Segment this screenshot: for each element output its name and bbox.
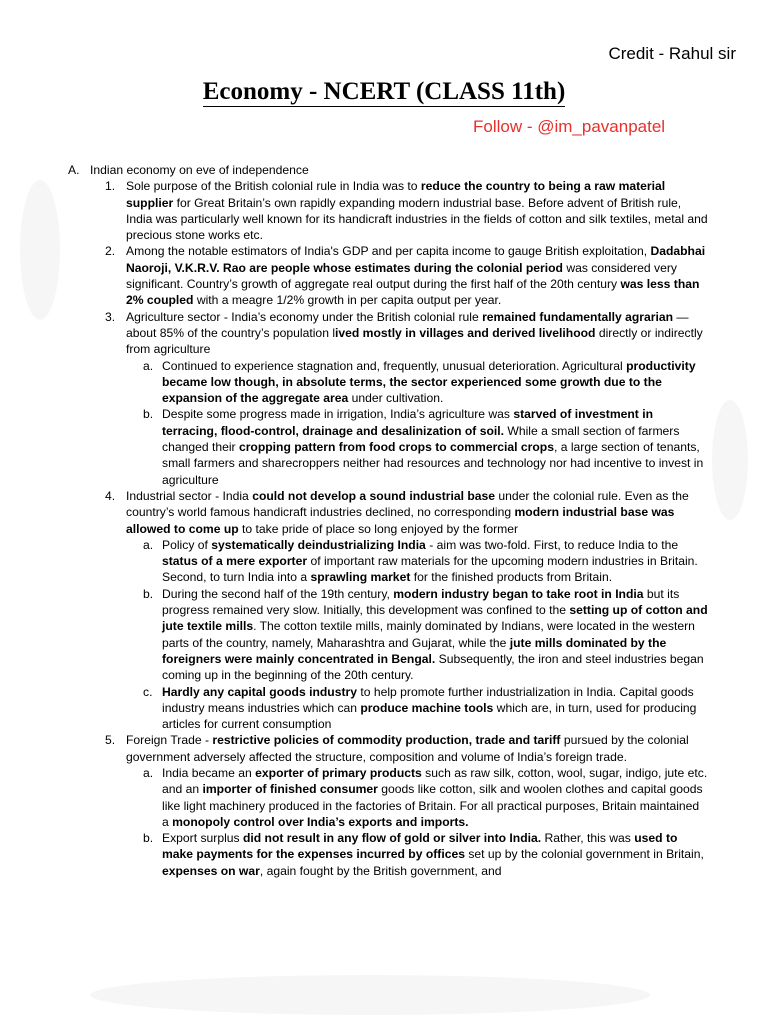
bold-text: Hardly any capital goods industry <box>162 684 357 699</box>
follow-handle: Follow - @im_pavanpatel <box>473 117 666 136</box>
text-run: such as raw silk, cotton, wool, sugar, indigo, jute etc. and an <box>162 765 708 797</box>
text-run: with a meagre 1/2% growth in per capita output per year. <box>193 293 502 308</box>
text-run: to take pride of place so long enjoyed by the former <box>238 521 519 536</box>
text-run: Rather, this was <box>541 831 635 846</box>
section-heading: Indian economy on eve of independence <box>90 163 309 177</box>
credit-text: Credit - Rahul sir <box>608 44 736 63</box>
list-item <box>68 178 708 243</box>
bold-text: exporter of primary products <box>255 765 422 780</box>
text-run: During the second half of the 19th century, <box>162 586 394 601</box>
text-run: Policy of <box>162 537 212 552</box>
scan-smudge-left <box>20 180 60 320</box>
section-label: A. <box>68 163 80 177</box>
text-run: Subsequently, the iron and steel industries began coming up in the beginning of the 20th century. <box>162 651 704 683</box>
bold-text: remained fundamentally agrarian <box>482 309 674 324</box>
text-run: under the colonial rule. Even as the country’s world famous handicraft industries declined, no corresponding <box>126 488 689 520</box>
document-body <box>68 162 708 879</box>
sub-list-item <box>68 358 708 407</box>
text-run: for Great Britain’s own rapidly expanding modern industrial base. Before advent of British rule, India was particularly well known for its handicraft industries in the fields of cotton and silk textiles, metal and precious stone works etc. <box>126 195 708 243</box>
text-run: Export surplus <box>162 831 243 846</box>
bold-text: productivity became low though, in absolute terms, the sector experienced some growth due to the expansion of the aggregate area <box>162 358 696 406</box>
sub-list-item-letter: a. <box>143 358 154 373</box>
text-run: While a small section of farmers changed their <box>162 423 680 455</box>
numbered-list <box>68 178 708 879</box>
bold-text: reduce the country to being a raw material supplier <box>126 179 666 210</box>
text-run: India became an <box>162 765 256 780</box>
sub-list-item <box>68 830 708 879</box>
text-run: pursued by the colonial government adversely affected the structure, composition and volume of India’s foreign trade. <box>126 733 689 764</box>
bold-text: sprawling market <box>310 570 411 585</box>
text-run: which are, in turn, used for producing articles for current consumption <box>162 700 697 732</box>
sub-list-item <box>68 537 708 586</box>
bold-text: was less than 2% coupled <box>126 277 700 308</box>
bold-text: ived mostly in villages and derived livelihood <box>335 325 596 340</box>
list-item <box>68 309 708 358</box>
text-run: directly or indirectly from agriculture <box>126 325 703 357</box>
list-item-number: 4. <box>105 488 116 503</box>
text-run: was considered very significant. Country’s growth of aggregate real output during the first half of the 20th century <box>126 260 677 292</box>
text-run: set up by the colonial government in Britain, <box>464 847 704 862</box>
sub-list-item-letter: b. <box>143 586 154 601</box>
text-run: Foreign Trade - <box>126 733 213 748</box>
bold-text: status of a mere exporter <box>162 554 308 569</box>
bold-text: setting up of cotton and jute textile mills <box>162 603 708 634</box>
list-item-number: 1. <box>105 179 116 194</box>
text-run: goods like cotton, silk and woolen clothes and capital goods like light machinery produced in the factories of Britain. For all practical purposes, Britain maintained a <box>162 782 703 829</box>
text-run: Continued to experience stagnation and, frequently, unusual deterioration. Agricultural <box>162 358 627 373</box>
page-title-text: Economy - NCERT (CLASS 11th) <box>202 78 566 105</box>
text-run: of important raw materials for the upcoming modern industries in Britain. Second, to turn India into a <box>162 554 698 585</box>
bold-text: could not develop a sound industrial base <box>252 488 496 503</box>
bold-text: cropping pattern from food crops to commercial crops <box>238 440 554 455</box>
sub-list-item-letter: a. <box>143 765 154 780</box>
list-item-number: 2. <box>105 244 116 259</box>
text-run: , a large section of tenants, small farmers and sharecroppers neither had resources and technology nor had incentive to invest in agriculture <box>162 440 704 487</box>
scan-smudge-right <box>712 400 748 520</box>
text-run: . The cotton textile mills, mainly dominated by Indians, were located in the western parts of the country, namely, Maharashtra and Gujarat, while the <box>162 619 695 650</box>
text-run: Despite some progress made in irrigation, India’s agriculture was <box>162 407 514 422</box>
list-item <box>68 732 708 765</box>
bold-text: used to make payments for the expenses incurred by offices <box>162 831 678 862</box>
text-run: , again fought by the British government, and <box>259 863 502 878</box>
text-run: Agriculture sector - India’s economy under the British colonial rule <box>126 309 483 324</box>
bold-text: Dadabhai Naoroji, V.K.R.V. Rao are people whose estimates during the colonial period <box>126 244 706 275</box>
sub-list-item <box>68 684 708 733</box>
text-run: but its progress remained very slow. Initially, this development was confined to the <box>162 586 680 618</box>
text-run: Sole purpose of the British colonial rule in India was to <box>126 179 421 194</box>
bold-text: expenses on war <box>162 863 260 878</box>
text-run: for the finished products from Britain. <box>410 570 613 585</box>
list-item <box>68 243 708 308</box>
bold-text: importer of finished consumer <box>202 782 378 797</box>
list-item-number: 5. <box>105 733 116 748</box>
sub-list-item-letter: a. <box>143 537 154 552</box>
bold-text: restrictive policies of commodity production, trade and tariff <box>212 733 561 748</box>
text-run: to help promote further industrialization in India. Capital goods industry means industries which can <box>162 684 694 715</box>
section-a <box>68 162 708 178</box>
bold-text: jute mills dominated by the foreigners were mainly concentrated in Bengal. <box>162 635 667 666</box>
list-item <box>68 488 708 537</box>
sub-list-item <box>68 765 708 830</box>
bold-text: modern industry began to take root in India <box>393 586 644 601</box>
sub-list-item <box>68 406 708 487</box>
bold-text: produce machine tools <box>360 700 494 715</box>
bold-text: modern industrial base was allowed to come up <box>126 505 675 536</box>
sub-list-item <box>68 586 708 684</box>
sub-list-item-letter: c. <box>143 684 153 699</box>
bold-text: systematically deindustrializing India <box>211 537 426 552</box>
text-run: Industrial sector - India <box>126 488 253 503</box>
sub-list-item-letter: b. <box>143 831 154 846</box>
bold-text: starved of investment in terracing, flood-control, drainage and desalinization of soil. <box>162 407 653 438</box>
text-run: under cultivation. <box>348 391 444 406</box>
page-title <box>0 78 768 106</box>
text-run: — about 85% of the country’s population l <box>126 309 689 340</box>
bold-text: did not result in any flow of gold or silver into India. <box>242 831 542 846</box>
bold-text: monopoly control over India’s exports and imports. <box>172 814 469 829</box>
list-item-number: 3. <box>105 309 116 324</box>
text-run: Among the notable estimators of India's GDP and per capita income to gauge British exploitation, <box>126 244 651 259</box>
text-run: - aim was two-fold. First, to reduce India to the <box>425 537 679 552</box>
sub-list-item-letter: b. <box>143 407 154 422</box>
scan-smudge-bottom <box>90 975 650 1015</box>
